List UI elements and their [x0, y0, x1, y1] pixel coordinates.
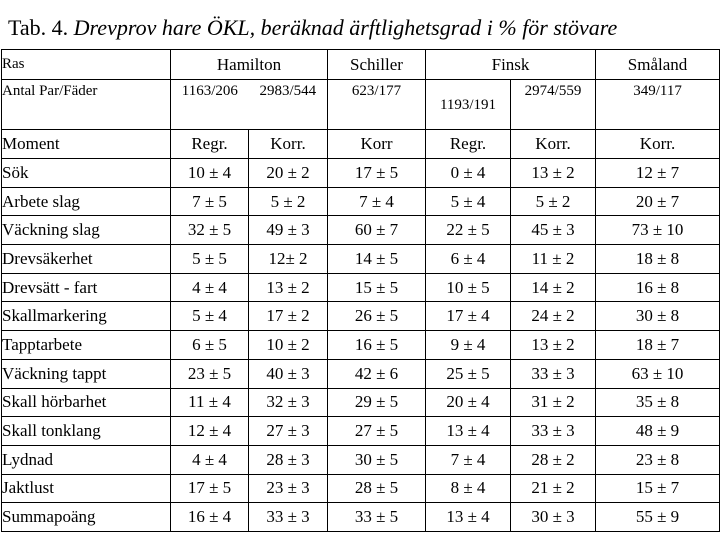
value-cell: 9 ± 4	[426, 331, 511, 360]
value-cell: 18 ± 7	[596, 331, 720, 360]
value-cell: 8 ± 4	[426, 474, 511, 503]
row-label: Drevsäkerhet	[2, 245, 171, 274]
value-cell: 28 ± 2	[511, 445, 596, 474]
value-cell: 31 ± 2	[511, 388, 596, 417]
table-caption: Drevprov hare ÖKL, beräknad ärftlighetsgrad i % för stövare	[73, 15, 618, 40]
table-row	[2, 503, 720, 532]
value-cell: 28 ± 3	[249, 445, 328, 474]
pairs-row	[2, 80, 720, 130]
moment-label: Moment	[2, 130, 171, 159]
table-row	[2, 445, 720, 474]
value-cell: 17 ± 5	[328, 159, 426, 188]
value-cell: 33 ± 3	[249, 503, 328, 532]
value-cell: 27 ± 3	[249, 417, 328, 446]
row-label: Lydnad	[2, 445, 171, 474]
pairs-value: 1193/191	[439, 97, 497, 113]
value-cell: 60 ± 7	[328, 216, 426, 245]
row-label: Jaktlust	[2, 474, 171, 503]
method-cell: Korr	[328, 130, 426, 159]
value-cell: 30 ± 8	[596, 302, 720, 331]
pairs-label: Antal Par/Fäder	[2, 80, 171, 130]
value-cell: 27 ± 5	[328, 417, 426, 446]
value-cell: 5 ± 2	[249, 187, 328, 216]
value-cell: 10 ± 2	[249, 331, 328, 360]
value-cell: 5 ± 4	[171, 302, 249, 331]
value-cell: 7 ± 4	[328, 187, 426, 216]
value-cell: 7 ± 5	[171, 187, 249, 216]
table-row	[2, 474, 720, 503]
value-cell: 55 ± 9	[596, 503, 720, 532]
moment-row	[2, 130, 720, 159]
ras-label: Ras	[2, 50, 171, 80]
heritability-table	[1, 49, 720, 532]
value-cell: 22 ± 5	[426, 216, 511, 245]
value-cell: 49 ± 3	[249, 216, 328, 245]
pairs-value: 1163/206	[181, 83, 238, 99]
value-cell: 14 ± 5	[328, 245, 426, 274]
table-body	[2, 50, 720, 532]
breed-hamilton: Hamilton	[171, 50, 328, 80]
value-cell: 11 ± 4	[171, 388, 249, 417]
value-cell: 10 ± 5	[426, 273, 511, 302]
table-row	[2, 187, 720, 216]
value-cell: 12 ± 7	[596, 159, 720, 188]
value-cell: 0 ± 4	[426, 159, 511, 188]
breed-finsk: Finsk	[426, 50, 596, 80]
value-cell: 33 ± 5	[328, 503, 426, 532]
value-cell: 12± 2	[249, 245, 328, 274]
value-cell: 32 ± 5	[171, 216, 249, 245]
row-label: Sök	[2, 159, 171, 188]
table-row	[2, 331, 720, 360]
value-cell: 45 ± 3	[511, 216, 596, 245]
value-cell: 63 ± 10	[596, 359, 720, 388]
value-cell: 14 ± 2	[511, 273, 596, 302]
value-cell: 48 ± 9	[596, 417, 720, 446]
value-cell: 32 ± 3	[249, 388, 328, 417]
row-label: Skallmarkering	[2, 302, 171, 331]
value-cell: 13 ± 2	[511, 331, 596, 360]
value-cell: 35 ± 8	[596, 388, 720, 417]
value-cell: 23 ± 3	[249, 474, 328, 503]
value-cell: 25 ± 5	[426, 359, 511, 388]
value-cell: 23 ± 5	[171, 359, 249, 388]
value-cell: 40 ± 3	[249, 359, 328, 388]
value-cell: 13 ± 4	[426, 503, 511, 532]
value-cell: 4 ± 4	[171, 273, 249, 302]
value-cell: 30 ± 5	[328, 445, 426, 474]
value-cell: 15 ± 5	[328, 273, 426, 302]
table-row	[2, 245, 720, 274]
table-row	[2, 302, 720, 331]
table-title	[8, 14, 718, 42]
value-cell: 30 ± 3	[511, 503, 596, 532]
row-label: Drevsätt - fart	[2, 273, 171, 302]
row-label: Summapoäng	[2, 503, 171, 532]
table-row	[2, 417, 720, 446]
value-cell: 5 ± 5	[171, 245, 249, 274]
value-cell: 23 ± 8	[596, 445, 720, 474]
method-cell: Korr.	[596, 130, 720, 159]
value-cell: 13 ± 4	[426, 417, 511, 446]
table-row	[2, 159, 720, 188]
method-cell: Regr.	[426, 130, 511, 159]
value-cell: 12 ± 4	[171, 417, 249, 446]
value-cell: 5 ± 2	[511, 187, 596, 216]
value-cell: 16 ± 5	[328, 331, 426, 360]
table-row	[2, 273, 720, 302]
row-label: Skall tonklang	[2, 417, 171, 446]
value-cell: 4 ± 4	[171, 445, 249, 474]
row-label: Skall hörbarhet	[2, 388, 171, 417]
pairs-value: 349/117	[596, 80, 720, 130]
breed-schiller: Schiller	[328, 50, 426, 80]
value-cell: 29 ± 5	[328, 388, 426, 417]
method-cell: Korr.	[511, 130, 596, 159]
method-cell: Korr.	[249, 130, 328, 159]
value-cell: 20 ± 7	[596, 187, 720, 216]
pairs-finsk-regr	[426, 80, 511, 130]
value-cell: 73 ± 10	[596, 216, 720, 245]
value-cell: 33 ± 3	[511, 417, 596, 446]
value-cell: 33 ± 3	[511, 359, 596, 388]
value-cell: 20 ± 4	[426, 388, 511, 417]
table-row	[2, 388, 720, 417]
row-label: Arbete slag	[2, 187, 171, 216]
pairs-value: 623/177	[328, 80, 426, 130]
table-row	[2, 359, 720, 388]
table-row	[2, 216, 720, 245]
value-cell: 5 ± 4	[426, 187, 511, 216]
value-cell: 7 ± 4	[426, 445, 511, 474]
value-cell: 16 ± 8	[596, 273, 720, 302]
value-cell: 10 ± 4	[171, 159, 249, 188]
value-cell: 13 ± 2	[511, 159, 596, 188]
value-cell: 21 ± 2	[511, 474, 596, 503]
value-cell: 6 ± 5	[171, 331, 249, 360]
row-label: Väckning tappt	[2, 359, 171, 388]
value-cell: 13 ± 2	[249, 273, 328, 302]
value-cell: 42 ± 6	[328, 359, 426, 388]
value-cell: 26 ± 5	[328, 302, 426, 331]
value-cell: 17 ± 5	[171, 474, 249, 503]
pairs-hamilton	[171, 80, 328, 130]
method-cell: Regr.	[171, 130, 249, 159]
pairs-value: 2983/544	[259, 83, 317, 99]
breed-smaland: Småland	[596, 50, 720, 80]
value-cell: 16 ± 4	[171, 503, 249, 532]
value-cell: 24 ± 2	[511, 302, 596, 331]
value-cell: 20 ± 2	[249, 159, 328, 188]
value-cell: 18 ± 8	[596, 245, 720, 274]
value-cell: 6 ± 4	[426, 245, 511, 274]
pairs-value: 2974/559	[511, 80, 596, 130]
value-cell: 17 ± 2	[249, 302, 328, 331]
table-number: Tab. 4.	[8, 15, 69, 40]
row-label: Tapptarbete	[2, 331, 171, 360]
row-label: Väckning slag	[2, 216, 171, 245]
value-cell: 15 ± 7	[596, 474, 720, 503]
value-cell: 28 ± 5	[328, 474, 426, 503]
value-cell: 11 ± 2	[511, 245, 596, 274]
breed-header-row	[2, 50, 720, 80]
value-cell: 17 ± 4	[426, 302, 511, 331]
